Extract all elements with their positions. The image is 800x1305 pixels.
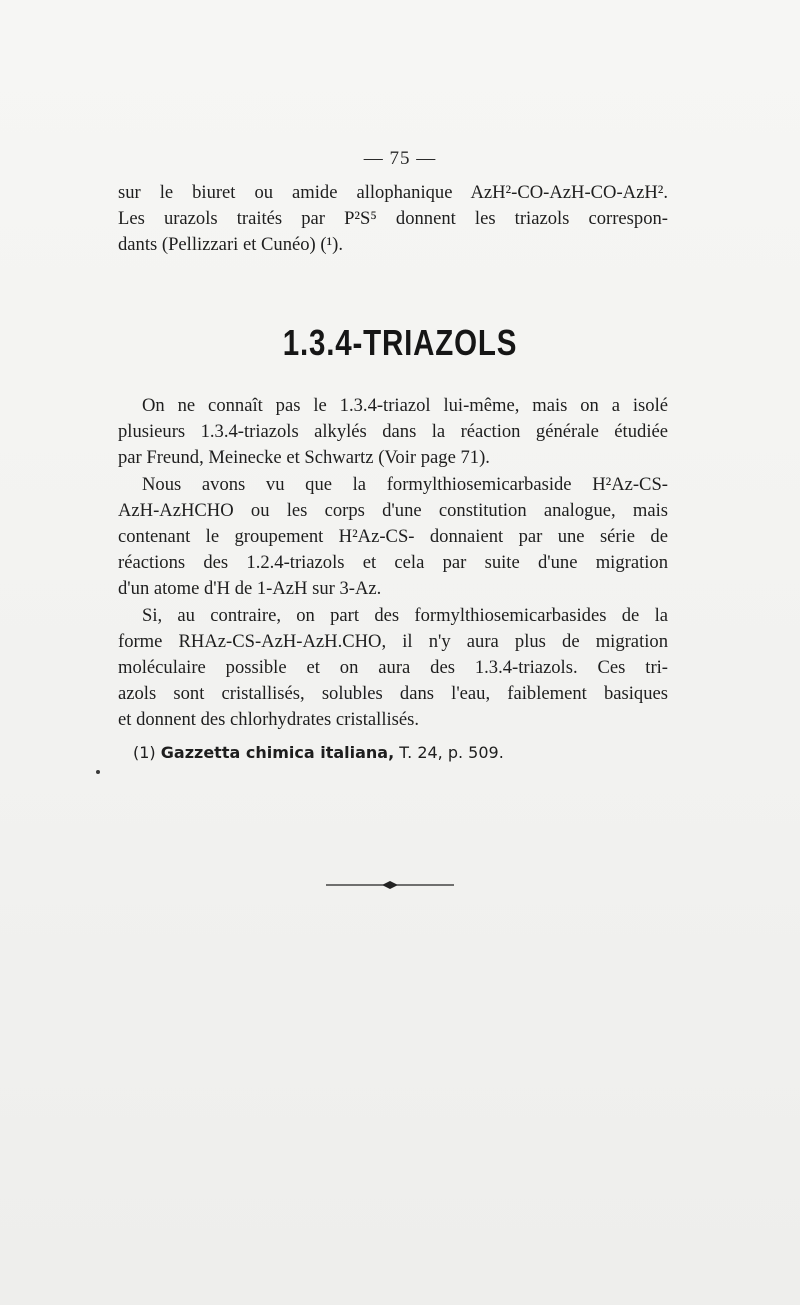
body-line: Nous avons vu que la formylthiosemicarbaside H²Az-CS- <box>142 473 668 495</box>
body-line: par Freund, Meinecke et Schwartz (Voir page 71). <box>118 447 490 469</box>
intro-line: Les urazols traités par P²S⁵ donnent les triazols correspon- <box>118 208 668 230</box>
body-text <box>118 393 668 733</box>
intro-line: dants (Pellizzari et Cunéo) (¹). <box>118 234 344 256</box>
page-number: — 75 — <box>363 148 437 169</box>
footnote-marker: (1) <box>133 743 156 762</box>
body-line: moléculaire possible et on aura des 1.3.4-triazols. Ces tri- <box>118 656 668 678</box>
end-ornament-icon <box>326 877 454 893</box>
intro-paragraph <box>118 180 668 259</box>
body-line: On ne connaît pas le 1.3.4-triazol lui-même, mais on a isolé <box>142 395 668 416</box>
body-line: réactions des 1.2.4-triazols et cela par suite d'une migration <box>118 552 668 574</box>
body-line: Si, au contraire, on part des formylthiosemicarbasides de la <box>142 604 668 626</box>
body-line: et donnent des chlorhydrates cristallisés. <box>118 709 420 731</box>
body-line: AzH-AzHCHO ou les corps d'une constitution analogue, mais <box>118 499 668 521</box>
body-line: plusieurs 1.3.4-triazols alkylés dans la réaction générale étudiée <box>118 421 668 443</box>
footnote-journal: Gazzetta chimica italiana, <box>160 743 395 762</box>
body-line: forme RHAz-CS-AzH-AzH.CHO, il n'y aura plus de migration <box>118 630 668 652</box>
print-speck <box>96 770 100 774</box>
intro-line: sur le biuret ou amide allophanique AzH²-CO-AzH-CO-AzH². <box>118 182 668 203</box>
section-heading: 1.3.4-TRIAZOLS <box>282 322 518 363</box>
footnote-reference: T. 24, p. 509. <box>399 743 504 762</box>
footnote <box>133 743 504 762</box>
body-line: d'un atome d'H de 1-AzH sur 3-Az. <box>118 578 382 600</box>
body-line: contenant le groupement H²Az-CS- donnaient par une série de <box>118 525 668 547</box>
body-line: azols sont cristallisés, solubles dans l'eau, faiblement basiques <box>118 683 668 705</box>
